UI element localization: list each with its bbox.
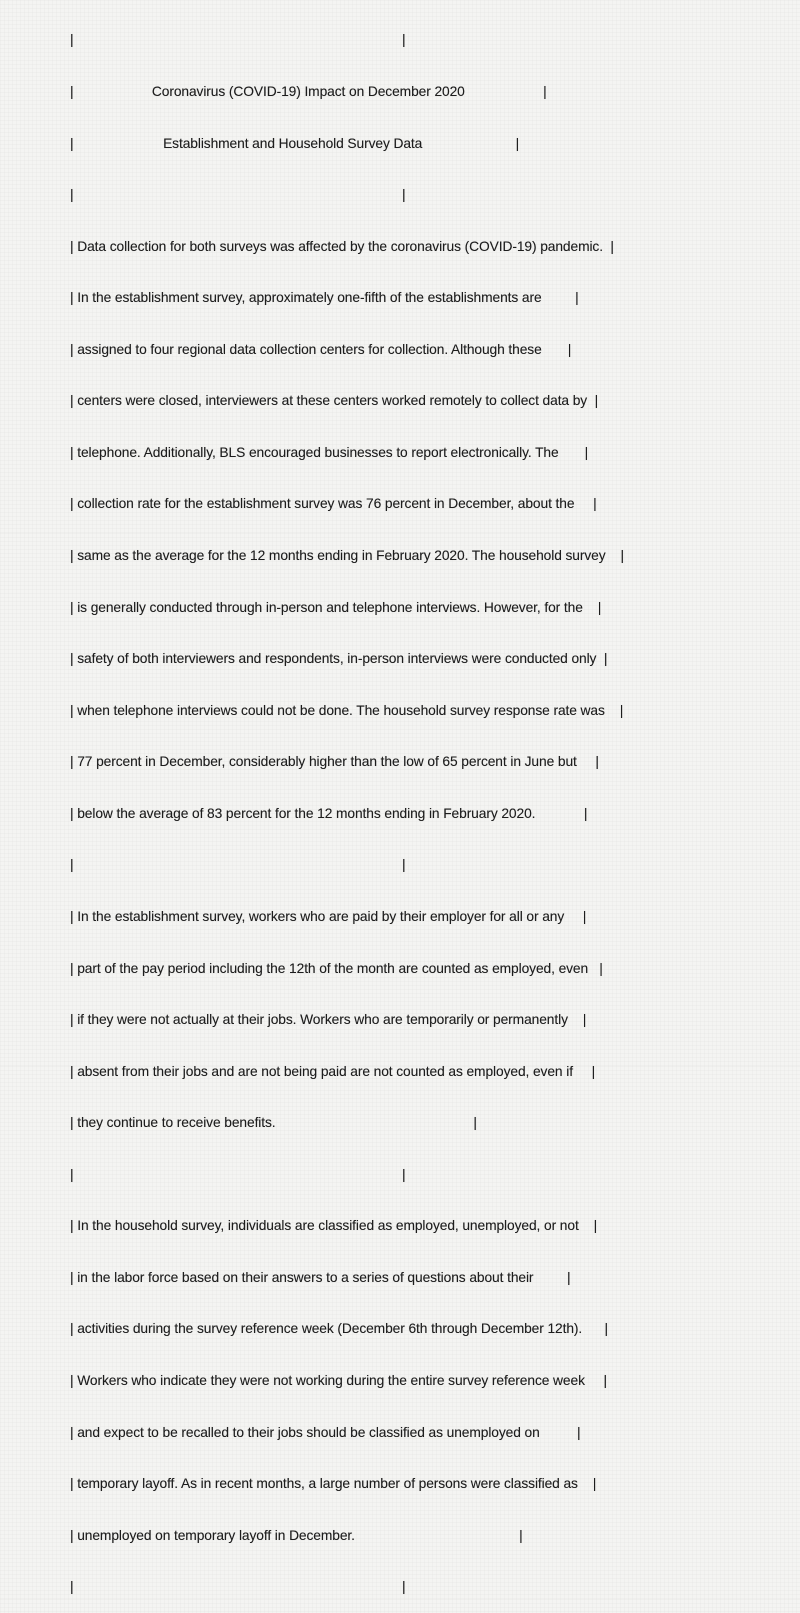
text-line: | | <box>70 857 406 873</box>
text-line: | if they were not actually at their jobs. Workers who are temporarily or permanently | <box>70 1012 587 1028</box>
text-line: | | <box>70 1579 406 1595</box>
text-line: | | <box>70 187 406 203</box>
text-line: | part of the pay period including the 12th of the month are counted as employed, even | <box>70 960 603 976</box>
text-line: | unemployed on temporary layoff in December. | <box>70 1527 523 1543</box>
text-line: | In the household survey, individuals are classified as employed, unemployed, or not | <box>70 1218 598 1234</box>
text-line: | and expect to be recalled to their jobs should be classified as unemployed on | <box>70 1424 581 1440</box>
text-line: | collection rate for the establishment survey was 76 percent in December, about the | <box>70 496 597 512</box>
text-line: | when telephone interviews could not be done. The household survey response rate was | <box>70 702 624 718</box>
text-line: | below the average of 83 percent for the 12 months ending in February 2020. | <box>70 805 588 821</box>
text-line: | in the labor force based on their answers to a series of questions about their | <box>70 1269 571 1285</box>
survey-note-document <box>70 0 624 1613</box>
text-line: | In the establishment survey, approximately one-fifth of the establishments are | <box>70 290 579 306</box>
text-line: | | <box>70 1166 406 1182</box>
document-title-line-2: | Establishment and Household Survey Data | <box>70 135 520 151</box>
text-line: | is generally conducted through in-person and telephone interviews. However, for the | <box>70 599 602 615</box>
text-line: | safety of both interviewers and respondents, in-person interviews were conducted only | <box>70 651 608 667</box>
text-line: | they continue to receive benefits. | <box>70 1115 477 1131</box>
text-line: | centers were closed, interviewers at these centers worked remotely to collect data by | <box>70 393 599 409</box>
text-line: | | <box>70 32 406 48</box>
text-line: | assigned to four regional data collection centers for collection. Although these | <box>70 341 572 357</box>
document-title-line-1: | Coronavirus (COVID-19) Impact on December 2020 | <box>70 83 547 99</box>
text-line: | Workers who indicate they were not working during the entire survey reference week | <box>70 1373 608 1388</box>
text-line: | absent from their jobs and are not being paid are not counted as employed, even if | <box>70 1063 596 1079</box>
text-line: | same as the average for the 12 months ending in February 2020. The household survey | <box>70 548 624 563</box>
text-line: | temporary layoff. As in recent months, a large number of persons were classified as | <box>70 1476 597 1492</box>
text-line: | activities during the survey reference week (December 6th through December 12th). | <box>70 1321 609 1337</box>
text-line: | 77 percent in December, considerably higher than the low of 65 percent in June but | <box>70 754 599 770</box>
text-line: | Data collection for both surveys was affected by the coronavirus (COVID-19) pandemic. | <box>70 238 614 254</box>
text-line: | telephone. Additionally, BLS encouraged businesses to report electronically. The | <box>70 444 589 460</box>
text-line: | In the establishment survey, workers who are paid by their employer for all or any | <box>70 908 587 924</box>
